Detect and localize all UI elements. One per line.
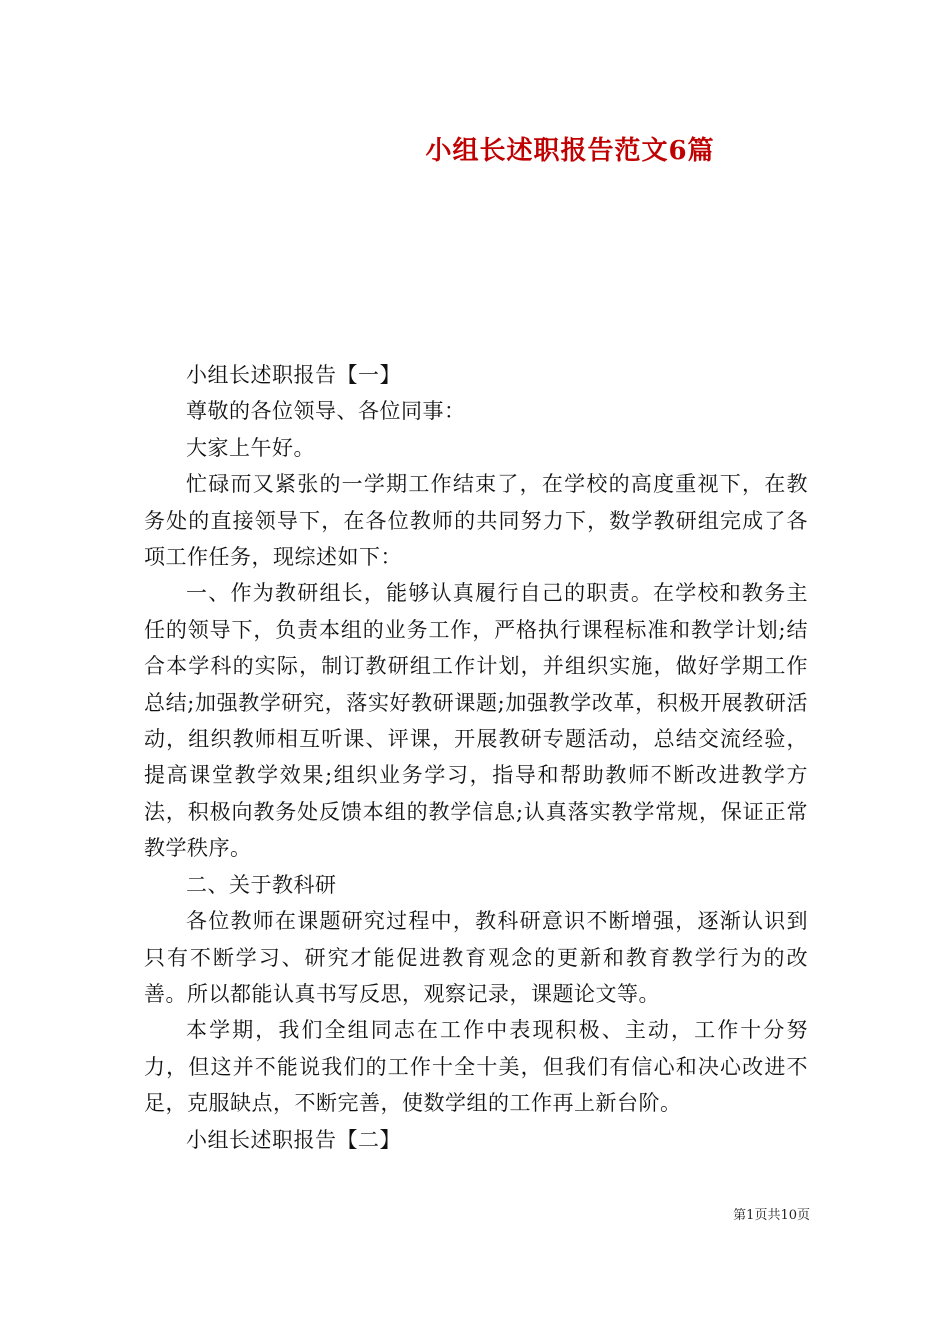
paragraph-summary: 本学期，我们全组同志在工作中表现积极、主动，工作十分努力，但这并不能说我们的工作十全十美，但我们有信心和决心改进不足，克服缺点，不断完善，使数学组的工作再上新台阶。 bbox=[144, 1018, 808, 1116]
document-body bbox=[144, 357, 808, 1158]
paragraph-intro: 忙碌而又紧张的一学期工作结束了，在学校的高度重视下，在教务处的直接领导下，在各位教师的共同努力下，数学教研组完成了各项工作任务，现综述如下： bbox=[144, 472, 808, 570]
page-number: 第1页共10页 bbox=[733, 1208, 810, 1223]
greeting: 大家上午好。 bbox=[186, 435, 315, 460]
section-heading-2: 小组长述职报告【二】 bbox=[186, 1127, 401, 1152]
document-title: 小组长述职报告范文6篇 bbox=[425, 136, 715, 166]
subsection-heading: 二、关于教科研 bbox=[186, 872, 337, 897]
paragraph-research: 各位教师在课题研究过程中，教科研意识不断增强，逐渐认识到只有不断学习、研究才能促进教育观念的更新和教育教学行为的改善。所以都能认真书写反思，观察记录，课题论文等。 bbox=[144, 909, 808, 1006]
paragraph-duties: 一、作为教研组长，能够认真履行自己的职责。在学校和教务主任的领导下，负责本组的业务工作，严格执行课程标准和教学计划;结合本学科的实际，制订教研组工作计划，并组织实施，做好学期工作总结;加强教学研究，落实好教研课题;加强教学改革，积极开展教研活动，组织教师相互听课、评课，开展教研专题活动，总结交流经验，提高课堂教学效果;组织业务学习，指导和帮助教师不断改进教学方法，积极向教务处反馈本组的教学信息;认真落实教学常规，保证正常教学秩序。 bbox=[144, 581, 808, 861]
section-heading-1: 小组长述职报告【一】 bbox=[186, 363, 401, 387]
salutation: 尊敬的各位领导、各位同事： bbox=[186, 399, 466, 424]
